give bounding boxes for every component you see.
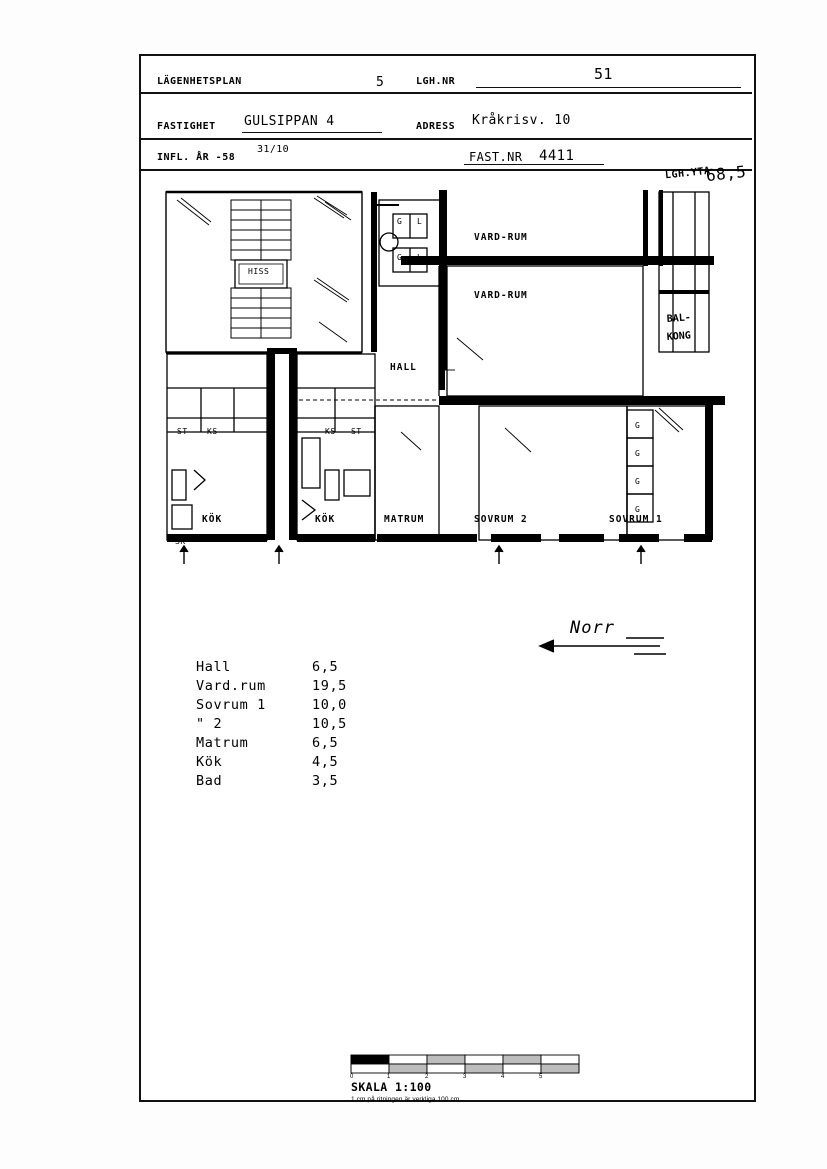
adress-label: ADRESS — [416, 121, 456, 132]
legend-room-name: Kök — [196, 754, 223, 770]
closet-mark-g-2: G — [397, 253, 403, 262]
area-legend — [196, 659, 426, 792]
legend-room-area: 19,5 — [312, 678, 347, 694]
closet-label-ks-2: KS — [325, 427, 336, 436]
closet-mark-g-3: G — [635, 421, 641, 430]
closet-label-st-2: ST — [351, 427, 362, 436]
legend-row — [196, 678, 426, 697]
fastighet-value: GULSIPPAN 4 — [244, 114, 335, 129]
legend-room-name: Bad — [196, 773, 223, 789]
legend-row — [196, 735, 426, 754]
legend-row — [196, 716, 426, 735]
fastnr-label: FAST.NR — [469, 150, 523, 164]
north-label: Norr — [570, 618, 615, 638]
room-label-vardrum-2: VARD-RUM — [474, 290, 528, 301]
closet-mark-g-4: G — [635, 449, 641, 458]
scale-tick-3: 3 — [463, 1074, 467, 1079]
legend-row — [196, 754, 426, 773]
fastighet-rule — [242, 132, 382, 133]
lgh-nr-label: LGH.NR — [416, 76, 456, 87]
scale-tick-4: 4 — [501, 1074, 505, 1079]
legend-row — [196, 659, 426, 678]
legend-room-name: Vard.rum — [196, 678, 266, 694]
legend-row — [196, 697, 426, 716]
scale-title: SKALA 1:100 — [351, 1080, 432, 1094]
scale-tick-0: 0 — [350, 1074, 354, 1079]
inflyttning-date: 31/10 — [257, 144, 290, 155]
floor-plan — [139, 170, 752, 580]
adress-value: Kråkrisv. 10 — [472, 113, 571, 128]
scale-subtitle: 1 cm på ritningen är verkliga 100 cm — [351, 1096, 460, 1103]
lgh-nr-rule — [476, 87, 741, 88]
closet-label-ks-1: KS — [207, 427, 218, 436]
legend-room-name: Sovrum 1 — [196, 697, 266, 713]
scale-tick-5: 5 — [539, 1074, 543, 1079]
fastnr-value: 4411 — [539, 148, 575, 164]
room-label-matrum: MATRUM — [384, 514, 425, 525]
legend-row — [196, 773, 426, 792]
lgh-yta-label: LGH.YTA — [664, 165, 712, 182]
room-label-hiss: HISS — [248, 267, 270, 276]
plan-number: 5 — [376, 75, 385, 90]
room-label-sovrum-2: SOVRUM 2 — [474, 514, 528, 525]
legend-room-name: Hall — [196, 659, 231, 675]
lgh-yta-value: 68,5 — [705, 161, 748, 186]
legend-room-name: " 2 — [196, 716, 223, 732]
room-label-kok-2: KÖK — [315, 514, 336, 525]
title-block — [139, 54, 752, 170]
closet-mark-g-1: G — [397, 217, 403, 226]
room-label-balkong-line2: KONG — [666, 330, 692, 343]
legend-room-area: 3,5 — [312, 773, 339, 789]
north-indicator — [530, 618, 690, 674]
legend-room-area: 10,0 — [312, 697, 347, 713]
legend-room-name: Matrum — [196, 735, 249, 751]
scale-tick-2: 2 — [425, 1074, 429, 1079]
scale-bar-graphic — [350, 1053, 600, 1079]
inflyttning-label: INFL. ÅR -58 — [157, 152, 236, 163]
scale-bar — [350, 1053, 600, 1111]
room-label-sovrum-1: SOVRUM 1 — [609, 514, 663, 525]
fastnr-rule — [464, 164, 604, 165]
floor-plan-svg — [139, 170, 752, 580]
closet-mark-g-6: G — [635, 505, 641, 514]
legend-room-area: 4,5 — [312, 754, 339, 770]
plan-label: LÄGENHETSPLAN — [157, 76, 242, 87]
lgh-nr-value: 51 — [594, 65, 613, 83]
legend-room-area: 6,5 — [312, 735, 339, 751]
closet-label-st-1: ST — [177, 427, 188, 436]
header-divider-1 — [139, 92, 752, 94]
closet-mark-l-2: L — [417, 253, 423, 262]
legend-room-area: 10,5 — [312, 716, 347, 732]
room-label-vardrum-1: VARD-RUM — [474, 232, 528, 243]
room-label-kok-1: KÖK — [202, 514, 223, 525]
room-label-hall: HALL — [390, 362, 417, 373]
header-divider-2 — [139, 138, 752, 140]
closet-label-sk: SK — [175, 537, 186, 546]
scale-tick-1: 1 — [387, 1074, 391, 1079]
room-label-balkong-line1: BAL- — [666, 312, 692, 325]
closet-mark-l-1: L — [417, 217, 423, 226]
fastighet-label: FASTIGHET — [157, 121, 216, 132]
legend-room-area: 6,5 — [312, 659, 339, 675]
closet-mark-g-5: G — [635, 477, 641, 486]
